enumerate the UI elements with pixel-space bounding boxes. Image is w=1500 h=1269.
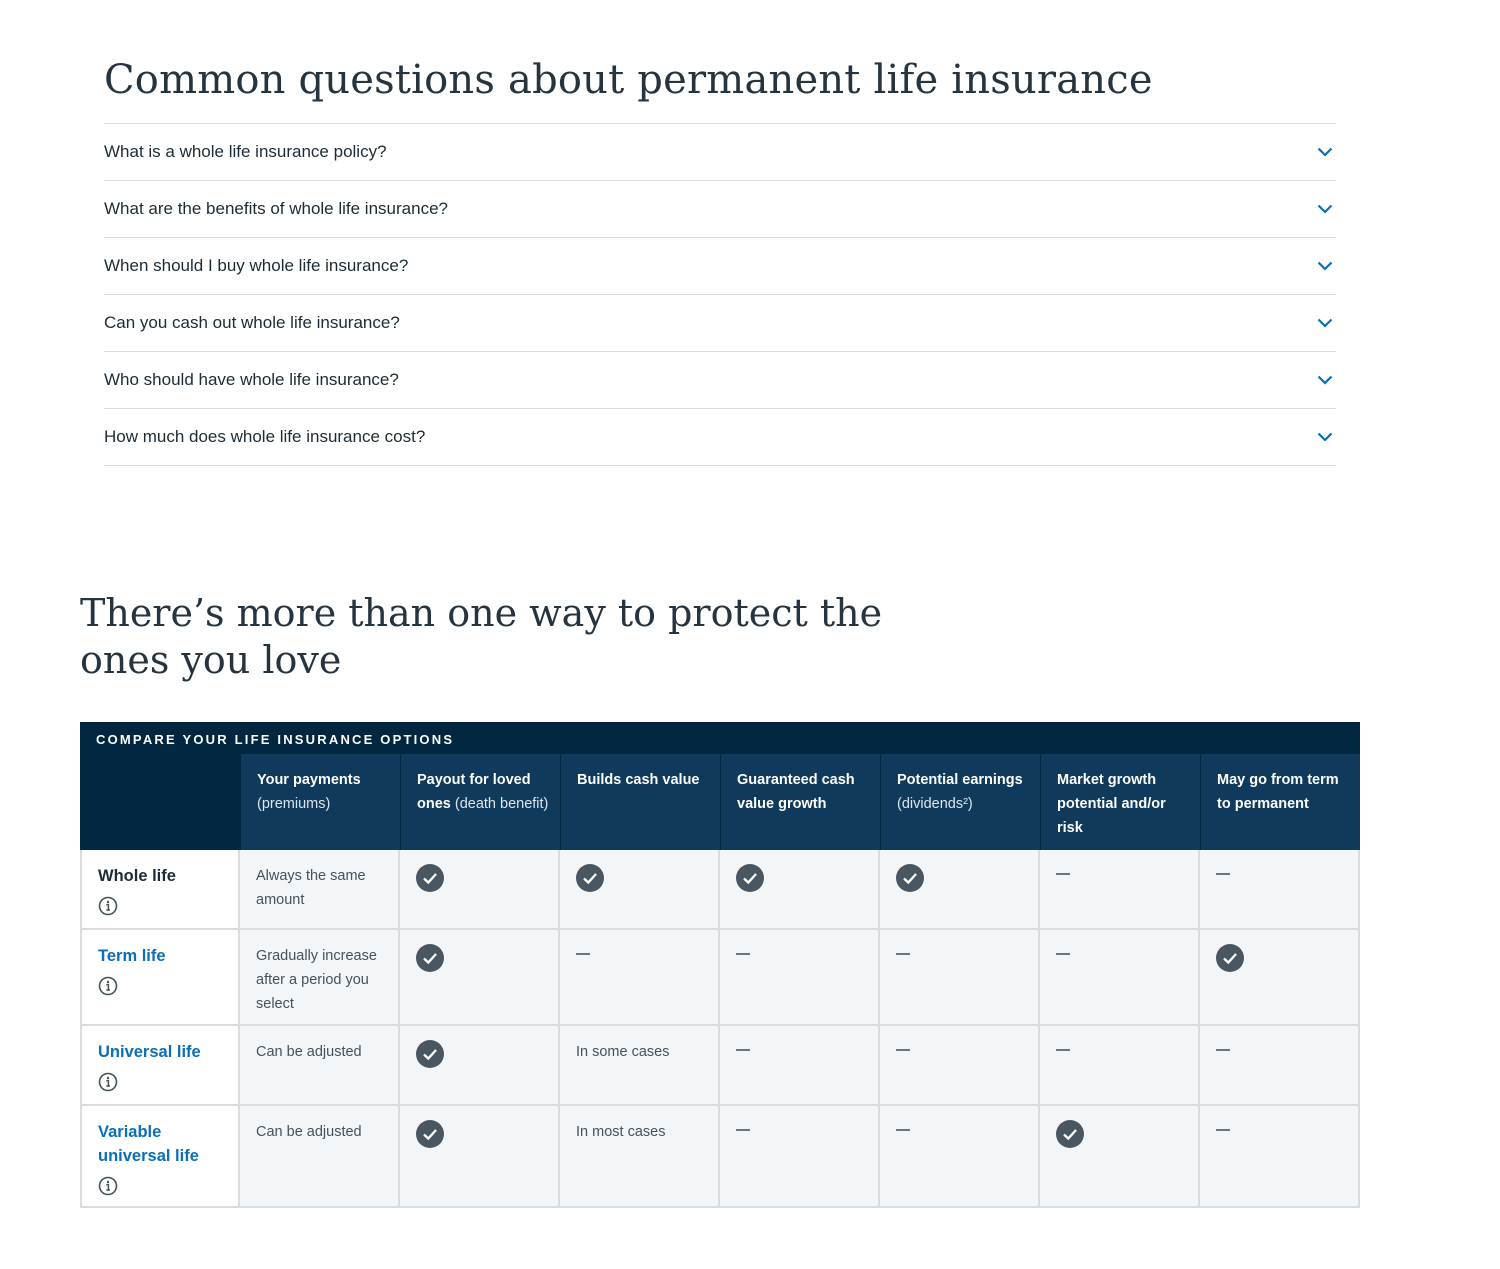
column-header-label: Potential earnings [897, 772, 1023, 788]
dividends-cell [880, 850, 1040, 930]
column-header-label: May go from term to permanent [1217, 772, 1339, 812]
info-icon[interactable] [98, 896, 118, 916]
check-circle-icon [736, 864, 764, 892]
payout-cell [400, 1106, 560, 1208]
row-name-link[interactable]: Universal life [98, 1043, 201, 1061]
check-circle-icon [416, 1040, 444, 1068]
dividends-cell [880, 1026, 1040, 1106]
market-growth-cell [1040, 850, 1200, 930]
faq-question: When should I buy whole life insurance? [104, 256, 409, 275]
table-row [80, 1026, 1360, 1106]
dash-icon [896, 1129, 910, 1131]
convert-cell [1200, 1026, 1360, 1106]
dash-icon [1216, 1129, 1230, 1131]
faq-item[interactable] [104, 409, 1336, 466]
check-circle-icon [416, 944, 444, 972]
column-header [1040, 754, 1200, 850]
check-circle-icon [896, 864, 924, 892]
payout-cell [400, 1026, 560, 1106]
dividends-cell [880, 930, 1040, 1026]
dash-icon [576, 953, 590, 955]
column-header-label: Payout for loved ones [417, 772, 531, 812]
payments-cell: Can be adjusted [240, 1106, 400, 1208]
check-circle-icon [416, 864, 444, 892]
dash-icon [1056, 873, 1070, 875]
payments-cell: Can be adjusted [240, 1026, 400, 1106]
row-name: Whole life [98, 867, 176, 885]
check-circle-icon [416, 1120, 444, 1148]
faq-question: What is a whole life insurance policy? [104, 142, 387, 161]
cash-value-cell: In most cases [560, 1106, 720, 1208]
column-header-sublabel: (dividends²) [897, 796, 973, 812]
market-growth-cell [1040, 1106, 1200, 1208]
chevron-down-icon[interactable] [1316, 314, 1334, 332]
chevron-down-icon[interactable] [1316, 200, 1334, 218]
info-icon[interactable] [98, 976, 118, 996]
chevron-down-icon[interactable] [1316, 371, 1334, 389]
faq-item[interactable] [104, 124, 1336, 181]
row-name-link[interactable]: Term life [98, 947, 166, 965]
check-circle-icon [576, 864, 604, 892]
convert-cell [1200, 850, 1360, 930]
market-growth-cell [1040, 930, 1200, 1026]
info-icon[interactable] [98, 1176, 118, 1196]
row-header-cell [80, 1106, 240, 1208]
chevron-down-icon[interactable] [1316, 428, 1334, 446]
column-header [560, 754, 720, 850]
column-header [880, 754, 1040, 850]
chevron-down-icon[interactable] [1316, 143, 1334, 161]
faq-section [104, 52, 1336, 466]
payments-cell: Gradually increase after a period you select [240, 930, 400, 1026]
guaranteed-growth-cell [720, 850, 880, 930]
dash-icon [896, 1049, 910, 1051]
faq-question: What are the benefits of whole life insurance? [104, 199, 448, 218]
dash-icon [1216, 1049, 1230, 1051]
table-row [80, 930, 1360, 1026]
row-header-cell [80, 930, 240, 1026]
dash-icon [1216, 873, 1230, 875]
guaranteed-growth-cell [720, 1106, 880, 1208]
column-header [240, 754, 400, 850]
payments-cell: Always the same amount [240, 850, 400, 930]
dash-icon [896, 953, 910, 955]
row-header-cell [80, 850, 240, 930]
dividends-cell [880, 1106, 1040, 1208]
row-name-link[interactable]: Variable universal life [98, 1123, 199, 1165]
faq-question: How much does whole life insurance cost? [104, 427, 426, 446]
column-header [1200, 754, 1360, 850]
faq-item[interactable] [104, 352, 1336, 409]
column-header-sublabel: (death benefit) [454, 796, 549, 812]
table-caption: COMPARE YOUR LIFE INSURANCE OPTIONS [80, 722, 1360, 754]
faq-accordion [104, 123, 1336, 466]
compare-title: There’s more than one way to protect the ones you love [80, 591, 883, 682]
convert-cell [1200, 1106, 1360, 1208]
payout-cell [400, 850, 560, 930]
chevron-down-icon[interactable] [1316, 257, 1334, 275]
market-growth-cell [1040, 1026, 1200, 1106]
dash-icon [736, 1049, 750, 1051]
faq-item[interactable] [104, 238, 1336, 295]
dash-icon [736, 1129, 750, 1131]
check-circle-icon [1216, 944, 1244, 972]
table-row [80, 850, 1360, 930]
info-icon[interactable] [98, 1072, 118, 1092]
row-header-cell [80, 1026, 240, 1106]
header-corner-cell [80, 754, 240, 850]
convert-cell [1200, 930, 1360, 1026]
check-circle-icon [1056, 1120, 1084, 1148]
column-header-label: Your payments [257, 772, 361, 788]
comparison-table [80, 722, 1360, 1208]
column-header [400, 754, 560, 850]
column-header-sublabel: (premiums) [257, 796, 331, 812]
faq-item[interactable] [104, 295, 1336, 352]
table-header-row [80, 754, 1360, 850]
dash-icon [1056, 1049, 1070, 1051]
column-header [720, 754, 880, 850]
column-header-label: Builds cash value [577, 772, 700, 788]
guaranteed-growth-cell [720, 930, 880, 1026]
payout-cell [400, 930, 560, 1026]
cash-value-cell [560, 930, 720, 1026]
column-header-label: Guaranteed cash value growth [737, 772, 855, 812]
column-header-label: Market growth potential and/or risk [1057, 772, 1166, 836]
cash-value-cell: In some cases [560, 1026, 720, 1106]
dash-icon [736, 953, 750, 955]
faq-question: Can you cash out whole life insurance? [104, 313, 400, 332]
faq-item[interactable] [104, 181, 1336, 238]
guaranteed-growth-cell [720, 1026, 880, 1106]
dash-icon [1056, 953, 1070, 955]
cash-value-cell [560, 850, 720, 930]
faq-title: Common questions about permanent life insurance [104, 57, 1153, 103]
table-row [80, 1106, 1360, 1208]
faq-question: Who should have whole life insurance? [104, 370, 399, 389]
